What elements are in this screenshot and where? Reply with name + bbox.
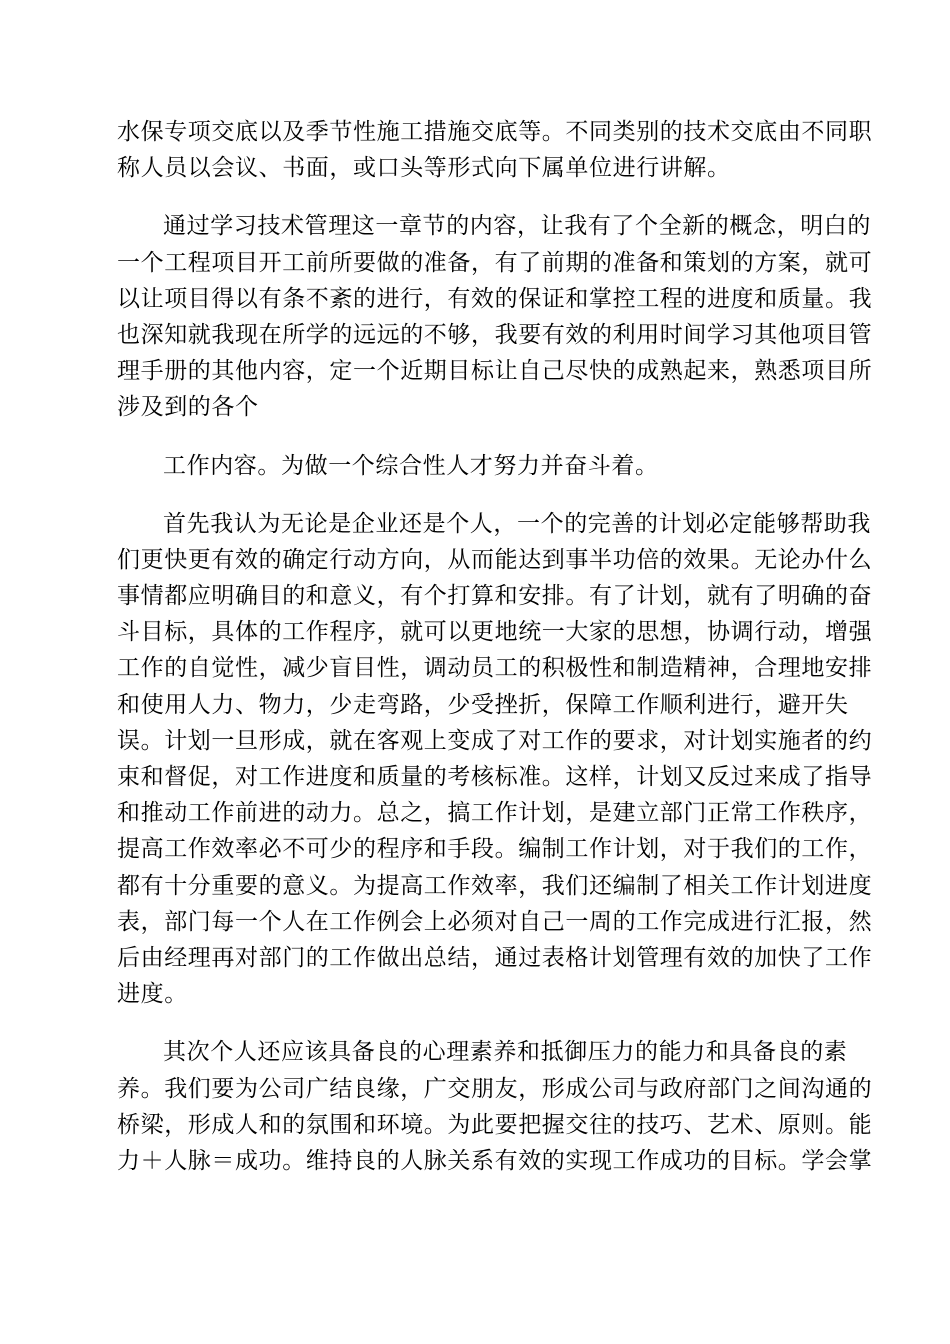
text-line: 和推动工作前进的动力。总之，搞工作计划，是建立部门正常工作秩序，	[117, 800, 873, 827]
text-line: 以让项目得以有条不紊的进行，有效的保证和掌控工程的进度和质量。我	[117, 285, 873, 312]
text-line: 进度。	[117, 981, 188, 1008]
text-line: 工作的自觉性，减少盲目性，调动员工的积极性和制造精神，合理地安排	[117, 655, 873, 682]
text-line: 误。计划一旦形成，就在客观上变成了对工作的要求，对计划实施者的约	[117, 727, 873, 754]
text-line: 表，部门每一个人在工作例会上必须对自己一周的工作完成进行汇报，然	[117, 908, 873, 935]
text-line: 束和督促，对工作进度和质量的考核标准。这样，计划又反过来成了指导	[117, 764, 873, 790]
text-line: 后由经理再对部门的工作做出总结，通过表格计划管理有效的加快了工作	[117, 944, 873, 971]
text-line: 提高工作效率必不可少的程序和手段。编制工作计划，对于我们的工作，	[117, 836, 873, 863]
paragraph-gap	[117, 1012, 839, 1034]
paragraph-1	[117, 114, 873, 186]
text-line: 事情都应明确目的和意义，有个打算和安排。有了计划，就有了明确的奋	[117, 583, 873, 610]
text-line: 们更快更有效的确定行动方向，从而能达到事半功倍的效果。无论办什么	[117, 546, 873, 573]
text-line: 称人员以会议、书面，或口头等形式向下属单位进行讲解。	[117, 155, 731, 182]
text-line: 工作内容。为做一个综合性人才努力并奋斗着。	[163, 452, 659, 479]
text-line: 和使用人力、物力，少走弯路，少受挫折，保障工作顺利进行，避开失	[117, 691, 849, 718]
text-line: 首先我认为无论是企业还是个人，一个的完善的计划必定能够帮助我	[163, 510, 871, 537]
paragraph-gap	[117, 426, 839, 448]
text-line: 涉及到的各个	[117, 394, 259, 421]
paragraph-3	[117, 448, 839, 484]
paragraph-4	[117, 506, 873, 1013]
text-line: 水保专项交底以及季节性施工措施交底等。不同类别的技术交底由不同职	[117, 119, 873, 145]
text-line: 也深知就我现在所学的远远的不够，我要有效的利用时间学习其他项目管	[117, 321, 873, 348]
text-line: 理手册的其他内容，定一个近期目标让自己尽快的成熟起来，熟悉项目所	[117, 358, 873, 385]
text-line: 一个工程项目开工前所要做的准备，有了前期的准备和策划的方案，就可	[117, 249, 873, 276]
paragraph-5	[117, 1034, 873, 1179]
text-line: 力＋人脉＝成功。维持良的人脉关系有效的实现工作成功的目标。学会掌	[117, 1147, 873, 1174]
text-line: 桥梁，形成人和的氛围和环境。为此要把握交往的技巧、艺术、原则。能	[117, 1111, 873, 1138]
text-line: 其次个人还应该具备良的心理素养和抵御压力的能力和具备良的素	[163, 1039, 848, 1066]
paragraph-2	[117, 208, 873, 425]
text-line: 斗目标，具体的工作程序，就可以更地统一大家的思想，协调行动，增强	[117, 619, 873, 646]
text-line: 养。我们要为公司广结良缘，广交朋友，形成公司与政府部门之间沟通的	[117, 1075, 873, 1102]
paragraph-gap	[117, 484, 839, 506]
paragraph-gap	[117, 186, 839, 208]
text-line: 通过学习技术管理这一章节的内容，让我有了个全新的概念，明白的	[163, 213, 871, 240]
text-line: 都有十分重要的意义。为提高工作效率，我们还编制了相关工作计划进度	[117, 872, 873, 899]
document-body	[117, 114, 873, 1179]
